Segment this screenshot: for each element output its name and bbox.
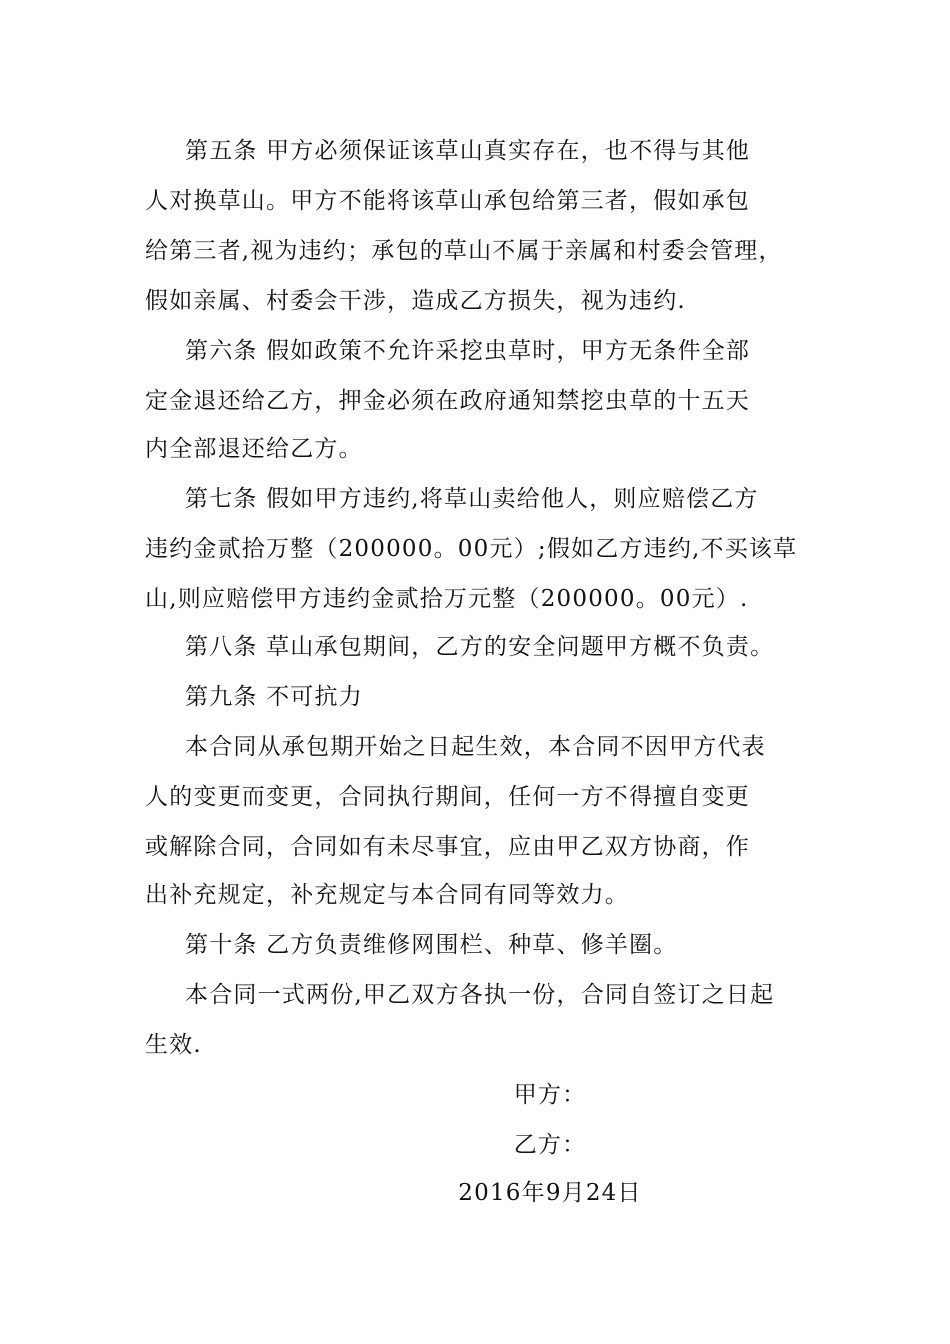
- article-8-line-1: 第八条 草山承包期间，乙方的安全问题甲方概不负责。: [185, 634, 775, 660]
- article-9-line-1: 第九条 不可抗力: [185, 684, 363, 710]
- article-6-line-3: 内全部退还给乙方。: [145, 436, 363, 462]
- article-6-line-2: 定金退还给乙方，押金必须在政府通知禁挖虫草的十五天: [145, 388, 750, 414]
- article-10-line-1: 第十条 乙方负责维修网围栏、种草、修羊圈。: [185, 932, 678, 958]
- article-5-line-2: 人对换草山。甲方不能将该草山承包给第三者，假如承包: [145, 188, 750, 214]
- article-7-line-1: 第七条 假如甲方违约,将草山卖给他人，则应赔偿乙方: [185, 486, 759, 512]
- copies-line-1: 本合同一式两份,甲乙双方各执一份，合同自签订之日起: [185, 982, 775, 1008]
- article-5-line-1: 第五条 甲方必须保证该草山真实存在，也不得与其他: [185, 138, 751, 164]
- validity-line-4: 出补充规定，补充规定与本合同有同等效力。: [145, 882, 629, 908]
- validity-line-2: 人的变更而变更，合同执行期间，任何一方不得擅自变更: [145, 784, 750, 810]
- article-6-line-1: 第六条 假如政策不允许采挖虫草时，甲方无条件全部: [185, 338, 751, 364]
- validity-line-3: 或解除合同，合同如有未尽事宜，应由甲乙双方协商，作: [145, 834, 750, 860]
- party-b-signature: 乙方：: [513, 1132, 587, 1158]
- article-7-line-3: 山,则应赔偿甲方违约金贰拾万元整（200000。00元）.: [145, 586, 749, 612]
- copies-line-2: 生效.: [145, 1032, 202, 1058]
- validity-line-1: 本合同从承包期开始之日起生效，本合同不因甲方代表: [185, 734, 766, 760]
- article-5-line-3: 给第三者,视为违约；承包的草山不属于亲属和村委会管理，: [145, 238, 783, 264]
- article-7-line-2: 违约金贰拾万整（200000。00元）;假如乙方违约,不买该草: [145, 536, 798, 562]
- article-5-line-4: 假如亲属、村委会干涉，造成乙方损失，视为违约.: [145, 288, 686, 314]
- signature-date: 2016年9月24日: [458, 1180, 642, 1206]
- party-a-signature: 甲方：: [513, 1082, 587, 1108]
